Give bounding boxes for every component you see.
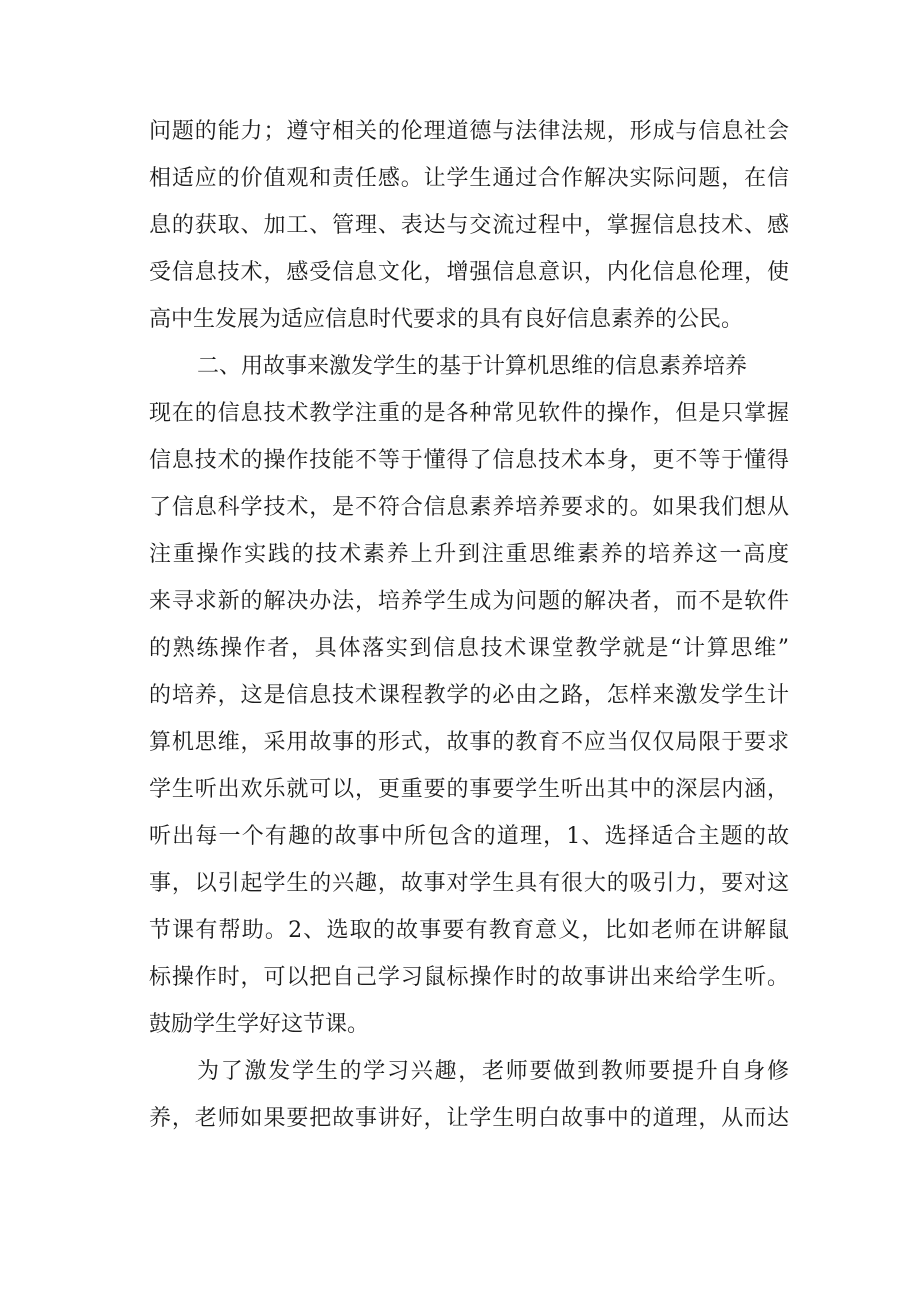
text-line: 信息技术的操作技能不等于懂得了信息技术本身，更不等于懂得 [149,448,789,473]
text-line: 节课有帮助。2、选取的故事要有教育意义，比如老师在讲解鼠 [149,918,789,943]
text-line: 的培养，这是信息技术课程教学的必由之路，怎样来激发学生计 [149,683,789,708]
text-line: 了信息科学技术，是不符合信息素养培养要求的。如果我们想从 [149,495,789,520]
text-line: 现在的信息技术教学注重的是各种常见软件的操作，但是只掌握 [149,401,789,426]
text-line: 标操作时，可以把自己学习鼠标操作时的故事讲出来给学生听。 [149,965,789,990]
paragraph-2 [149,390,789,1048]
text-line: 相适应的价值观和责任感。让学生通过合作解决实际问题，在信 [149,166,789,191]
text-line: 问题的能力；遵守相关的伦理道德与法律法规，形成与信息社会 [149,119,789,144]
section-heading [149,343,789,390]
document-body [149,108,789,1142]
text-line: 事，以引起学生的兴趣，故事对学生具有很大的吸引力，要对这 [149,871,789,896]
text-line: 学生听出欢乐就可以，更重要的事要学生听出其中的深层内涵， [149,777,789,802]
text-line: 注重操作实践的技术素养上升到注重思维素养的培养这一高度 [149,542,789,567]
heading-line: 二、用故事来激发学生的基于计算机思维的信息素养培养 [197,354,748,379]
text-line: 鼓励学生学好这节课。 [149,1012,370,1037]
text-line: 高中生发展为适应信息时代要求的具有良好信息素养的公民。 [149,307,744,332]
text-line: 受信息技术，感受信息文化，增强信息意识，内化信息伦理，使 [149,260,789,285]
text-line: 息的获取、加工、管理、表达与交流过程中，掌握信息技术、感 [149,213,789,238]
text-line: 算机思维，采用故事的形式，故事的教育不应当仅仅局限于要求 [149,730,789,755]
paragraph-3 [149,1048,789,1142]
paragraph-1 [149,108,789,343]
text-line: 为了激发学生的学习兴趣，老师要做到教师要提升自身修 [197,1059,789,1084]
text-line: 的熟练操作者，具体落实到信息技术课堂教学就是“计算思维” [149,636,789,661]
text-line: 来寻求新的解决办法，培养学生成为问题的解决者，而不是软件 [149,589,789,614]
text-line: 养，老师如果要把故事讲好，让学生明白故事中的道理，从而达 [149,1106,789,1131]
text-line: 听出每一个有趣的故事中所包含的道理，1、选择适合主题的故 [149,824,789,849]
